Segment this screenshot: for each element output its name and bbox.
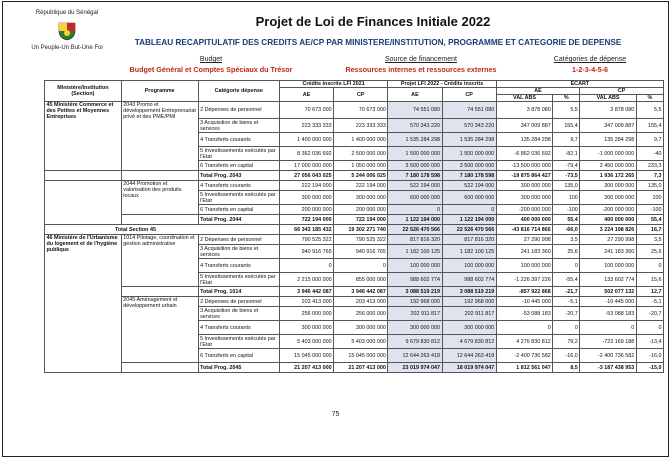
motto-label: Un Peuple-Un But-Une Foi bbox=[31, 45, 103, 51]
value-cell: 155,4 bbox=[636, 119, 663, 133]
value-cell: 0 bbox=[636, 321, 663, 335]
source-label: Source de financement bbox=[385, 56, 457, 63]
category-cell: Total Prog. 1014 bbox=[198, 287, 279, 297]
value-cell: 1 122 194 000 bbox=[442, 215, 496, 225]
value-cell: 522 194 000 bbox=[388, 181, 442, 191]
value-cell: -16,0 bbox=[636, 349, 663, 363]
value-cell: 4 679 830 812 bbox=[442, 335, 496, 349]
value-cell: 202 911 817 bbox=[388, 307, 442, 321]
value-cell: 16,7 bbox=[636, 225, 663, 235]
value-cell: 1 535 284 298 bbox=[442, 133, 496, 147]
value-cell: 0 bbox=[553, 259, 580, 273]
col-ecart: ECART bbox=[496, 81, 663, 88]
value-cell: -2 400 736 582 bbox=[496, 349, 552, 363]
value-cell: 9 679 830 812 bbox=[388, 335, 442, 349]
category-cell: Total Prog. 2043 bbox=[198, 171, 279, 181]
value-cell: 135 284 298 bbox=[580, 133, 636, 147]
value-cell: 1 122 194 000 bbox=[388, 215, 442, 225]
category-cell: 6 Transferts en capital bbox=[198, 161, 279, 171]
value-cell: 79,2 bbox=[553, 335, 580, 349]
source-value: Ressources internes et ressources externes bbox=[345, 65, 497, 74]
col-category: Catégorie dépense bbox=[198, 81, 279, 102]
page-number: 75 bbox=[331, 411, 340, 418]
category-cell: 6 Transferts en capital bbox=[198, 349, 279, 363]
value-cell: -3 187 438 953 bbox=[580, 363, 636, 373]
value-cell: 790 525 322 bbox=[279, 235, 333, 245]
program-cell bbox=[121, 215, 198, 225]
value-cell: 25,6 bbox=[553, 245, 580, 259]
value-cell: 202 911 817 bbox=[442, 307, 496, 321]
value-cell: 203 413 000 bbox=[334, 297, 388, 307]
value-cell: 100 000 000 bbox=[496, 259, 552, 273]
value-cell: 3 500 000 000 bbox=[442, 161, 496, 171]
col-pct-cp: % bbox=[636, 95, 663, 102]
value-cell: 27 290 998 bbox=[496, 235, 552, 245]
category-cell: 3 Acquisition de biens et services bbox=[198, 245, 279, 259]
value-cell: -53 088 183 bbox=[580, 307, 636, 321]
table-row bbox=[45, 102, 664, 119]
value-cell: 600 000 000 bbox=[388, 191, 442, 205]
value-cell: 12 644 263 418 bbox=[442, 349, 496, 363]
value-cell: 155,4 bbox=[553, 119, 580, 133]
value-cell: -100 bbox=[636, 205, 663, 215]
value-cell: 940 916 765 bbox=[334, 245, 388, 259]
value-cell: -10 445 000 bbox=[580, 297, 636, 307]
value-cell: -200 000 000 bbox=[496, 205, 552, 215]
value-cell: 3 224 198 826 bbox=[580, 225, 636, 235]
value-cell: 0 bbox=[388, 205, 442, 215]
value-cell: 1 050 000 000 bbox=[334, 161, 388, 171]
value-cell: 200 000 000 bbox=[279, 205, 333, 215]
category-cell: 5 Investissements exécutés par l'Etat bbox=[198, 147, 279, 161]
value-cell: 8 362 036 692 bbox=[279, 147, 333, 161]
program-total-row bbox=[45, 215, 664, 225]
category-cell: 2 Dépenses de personnel bbox=[198, 297, 279, 307]
value-cell: 347 009 887 bbox=[496, 119, 552, 133]
value-cell: -100 bbox=[553, 205, 580, 215]
col-valabs-cp: VAL ABS bbox=[580, 95, 636, 102]
program-total-row bbox=[45, 287, 664, 297]
col-ecart-cp: CP bbox=[580, 88, 664, 95]
value-cell: 1 500 000 000 bbox=[388, 147, 442, 161]
table-row bbox=[45, 181, 664, 191]
program-cell bbox=[121, 171, 198, 181]
category-cell: Total Prog. 2045 bbox=[198, 363, 279, 373]
value-cell: 25,6 bbox=[636, 245, 663, 259]
value-cell: 3 946 442 087 bbox=[279, 287, 333, 297]
col-cp-2021: CP bbox=[334, 88, 388, 102]
value-cell: 222 194 000 bbox=[279, 181, 333, 191]
value-cell: 2 215 000 000 bbox=[279, 273, 333, 287]
category-cell: 4 Transferts courants bbox=[198, 321, 279, 335]
program-total-row bbox=[45, 363, 664, 373]
category-cell: 2 Dépenses de personnel bbox=[198, 235, 279, 245]
value-cell: 223 333 333 bbox=[334, 119, 388, 133]
value-cell: 19 302 271 740 bbox=[334, 225, 388, 235]
budget-label: Budget bbox=[199, 56, 223, 63]
col-ecart-ae: AE bbox=[496, 88, 580, 95]
value-cell: 988 602 774 bbox=[388, 273, 442, 287]
value-cell: 502 077 132 bbox=[580, 287, 636, 297]
category-cell: 4 Transferts courants bbox=[198, 259, 279, 273]
value-cell: 15,6 bbox=[636, 273, 663, 287]
value-cell: 5,5 bbox=[553, 102, 580, 119]
ministry-cell: 45 Ministère Commerce et des Petites et Moyennes Entreprises bbox=[45, 102, 122, 171]
value-cell: 256 000 000 bbox=[334, 307, 388, 321]
value-cell: 300 000 000 bbox=[279, 191, 333, 205]
value-cell: 7,3 bbox=[636, 171, 663, 181]
col-ae-2022: AE bbox=[388, 88, 442, 102]
category-value: 1-2-3-4-5-6 bbox=[572, 65, 608, 74]
category-cell: 4 Transferts courants bbox=[198, 133, 279, 147]
value-cell: 133 602 774 bbox=[580, 273, 636, 287]
value-cell: -16,0 bbox=[553, 349, 580, 363]
value-cell: 256 000 000 bbox=[279, 307, 333, 321]
value-cell: -5,1 bbox=[553, 297, 580, 307]
category-cell: 5 Investissements exécutés par l'Etat bbox=[198, 191, 279, 205]
budget-value: Budget Général et Comptes Spéciaux du Trésor bbox=[129, 65, 293, 74]
value-cell: 55,4 bbox=[553, 215, 580, 225]
value-cell: 222 194 000 bbox=[334, 181, 388, 191]
value-cell: 300 000 000 bbox=[442, 321, 496, 335]
program-cell: 2044 Promotion et valorisation des produits locaux bbox=[121, 181, 198, 215]
value-cell: 203 413 000 bbox=[279, 297, 333, 307]
value-cell: 300 000 000 bbox=[334, 191, 388, 205]
value-cell: 135,0 bbox=[636, 181, 663, 191]
value-cell: 100 bbox=[636, 191, 663, 205]
value-cell: -73,5 bbox=[553, 171, 580, 181]
value-cell: 790 525 322 bbox=[334, 235, 388, 245]
value-cell: 0 bbox=[553, 321, 580, 335]
value-cell: 300 000 000 bbox=[388, 321, 442, 335]
value-cell: -43 816 714 866 bbox=[496, 225, 552, 235]
program-total-row bbox=[45, 171, 664, 181]
value-cell: 5 403 000 000 bbox=[279, 335, 333, 349]
value-cell: 940 916 765 bbox=[279, 245, 333, 259]
value-cell: 200 000 000 bbox=[334, 205, 388, 215]
value-cell: 3,5 bbox=[636, 235, 663, 245]
value-cell: 570 343 220 bbox=[442, 119, 496, 133]
value-cell: -21,7 bbox=[553, 287, 580, 297]
col-ae-2021: AE bbox=[279, 88, 333, 102]
col-cp-2022: CP bbox=[442, 88, 496, 102]
value-cell: 22 526 470 566 bbox=[442, 225, 496, 235]
value-cell: 23 019 974 047 bbox=[388, 363, 442, 373]
value-cell: 3 500 000 000 bbox=[388, 161, 442, 171]
value-cell: 400 000 000 bbox=[580, 215, 636, 225]
value-cell: 1 182 100 125 bbox=[388, 245, 442, 259]
category-cell: Total Prog. 2044 bbox=[198, 215, 279, 225]
value-cell: -857 922 868 bbox=[496, 287, 552, 297]
table-body bbox=[45, 102, 664, 373]
value-cell: 522 194 000 bbox=[442, 181, 496, 191]
value-cell: 241 183 360 bbox=[496, 245, 552, 259]
value-cell: 12,7 bbox=[636, 287, 663, 297]
value-cell: 3 088 519 219 bbox=[388, 287, 442, 297]
program-cell: 2043 Promo et développement Entreprenariat privé et des PME/PMI bbox=[121, 102, 198, 171]
ministry-cell bbox=[45, 181, 122, 225]
value-cell: 22 526 470 566 bbox=[388, 225, 442, 235]
value-cell: -20,7 bbox=[636, 307, 663, 321]
value-cell: 1 936 172 265 bbox=[580, 171, 636, 181]
value-cell: -1 226 397 226 bbox=[496, 273, 552, 287]
value-cell: 15 045 000 000 bbox=[279, 349, 333, 363]
value-cell: 5 244 006 025 bbox=[334, 171, 388, 181]
value-cell: 722 194 000 bbox=[334, 215, 388, 225]
category-cell: 4 Transferts courants bbox=[198, 181, 279, 191]
table-row bbox=[45, 235, 664, 245]
value-cell: 66 343 185 432 bbox=[279, 225, 333, 235]
program-cell: 1014 Pilotage, coordination et gestion administrative bbox=[121, 235, 198, 287]
value-cell: 241 183 360 bbox=[580, 245, 636, 259]
value-cell: 3 878 080 bbox=[580, 102, 636, 119]
value-cell: 27 290 998 bbox=[580, 235, 636, 245]
value-cell: -13 500 000 000 bbox=[496, 161, 552, 171]
ministry-cell bbox=[45, 171, 122, 181]
value-cell: 74 551 080 bbox=[388, 102, 442, 119]
value-cell: -20,7 bbox=[553, 307, 580, 321]
coat-of-arms-icon bbox=[56, 19, 78, 41]
ministry-cell: 46 Ministère de l'Urbanisme du logement et de l'hygiène publique bbox=[45, 235, 122, 373]
value-cell: 55,4 bbox=[636, 215, 663, 225]
value-cell: -1 000 000 000 bbox=[580, 147, 636, 161]
category-cell: 5 Investissements exécutés par l'Etat bbox=[198, 335, 279, 349]
value-cell: 100 000 000 bbox=[580, 259, 636, 273]
value-cell: 300 000 000 bbox=[580, 191, 636, 205]
category-label: Catégories de dépense bbox=[553, 56, 627, 63]
value-cell: 21 207 413 000 bbox=[334, 363, 388, 373]
value-cell: 1 812 561 047 bbox=[496, 363, 552, 373]
table-row bbox=[45, 297, 664, 307]
value-cell: 7 180 178 598 bbox=[388, 171, 442, 181]
value-cell: 855 000 000 bbox=[334, 273, 388, 287]
value-cell: -2 400 736 582 bbox=[580, 349, 636, 363]
value-cell: 817 816 320 bbox=[388, 235, 442, 245]
value-cell: 1 182 100 125 bbox=[442, 245, 496, 259]
value-cell: -13,4 bbox=[636, 335, 663, 349]
value-cell: 3,5 bbox=[553, 235, 580, 245]
value-cell: 0 bbox=[334, 259, 388, 273]
value-cell: 9,7 bbox=[636, 133, 663, 147]
value-cell: 2 450 000 000 bbox=[580, 161, 636, 171]
value-cell: 300 000 000 bbox=[334, 321, 388, 335]
col-plfi2022: Projet LFI 2022 - Crédits inscrits bbox=[388, 81, 496, 88]
value-cell: 70 673 000 bbox=[279, 102, 333, 119]
value-cell: 3 088 519 219 bbox=[442, 287, 496, 297]
value-cell: 100 bbox=[553, 191, 580, 205]
value-cell: 347 009 887 bbox=[580, 119, 636, 133]
value-cell: 7 180 178 598 bbox=[442, 171, 496, 181]
value-cell: -5,1 bbox=[636, 297, 663, 307]
value-cell: 2 500 000 000 bbox=[334, 147, 388, 161]
value-cell: -53 088 183 bbox=[496, 307, 552, 321]
value-cell: 722 194 000 bbox=[279, 215, 333, 225]
table-subtitle: TABLEAU RECAPITULATIF DES CREDITS AE/CP PAR MINISTERE/INSTITUTION, PROGRAMME ET CATEGORIE DE DEPENSE bbox=[134, 38, 622, 47]
value-cell: 5,5 bbox=[636, 102, 663, 119]
value-cell: 300 000 000 bbox=[580, 181, 636, 191]
col-lfi2021: Crédits inscrits LFI 2021 bbox=[279, 81, 387, 88]
value-cell: 100 000 000 bbox=[388, 259, 442, 273]
value-cell: 70 673 000 bbox=[334, 102, 388, 119]
col-valabs-ae: VAL ABS bbox=[496, 95, 552, 102]
value-cell: 135 284 298 bbox=[496, 133, 552, 147]
value-cell: -723 169 188 bbox=[580, 335, 636, 349]
value-cell: -82,1 bbox=[553, 147, 580, 161]
value-cell: -10 445 000 bbox=[496, 297, 552, 307]
value-cell: -6 862 036 692 bbox=[496, 147, 552, 161]
value-cell: 21 207 413 000 bbox=[279, 363, 333, 373]
value-cell: -19 875 864 427 bbox=[496, 171, 552, 181]
value-cell: 74 551 080 bbox=[442, 102, 496, 119]
value-cell: 17 000 000 000 bbox=[279, 161, 333, 171]
value-cell: 600 000 000 bbox=[442, 191, 496, 205]
value-cell: 0 bbox=[636, 259, 663, 273]
value-cell: 0 bbox=[279, 259, 333, 273]
value-cell: 3 878 080 bbox=[496, 102, 552, 119]
value-cell: 817 816 320 bbox=[442, 235, 496, 245]
value-cell: 988 602 774 bbox=[442, 273, 496, 287]
republic-label: République du Sénégal bbox=[35, 10, 99, 16]
program-cell: 2045 Aménagement et développement urbain bbox=[121, 297, 198, 363]
col-program: Programme bbox=[121, 81, 198, 102]
category-cell: 6 Transferts en capital bbox=[198, 205, 279, 215]
value-cell: 0 bbox=[496, 321, 552, 335]
col-pct-ae: % bbox=[553, 95, 580, 102]
value-cell: 135,0 bbox=[553, 181, 580, 191]
value-cell: 192 968 000 bbox=[388, 297, 442, 307]
value-cell: 1 500 000 000 bbox=[442, 147, 496, 161]
category-cell: 5 Investissements exécutés par l'Etat bbox=[198, 273, 279, 287]
value-cell: 27 056 043 025 bbox=[279, 171, 333, 181]
value-cell: 4 276 830 812 bbox=[496, 335, 552, 349]
value-cell: 15 045 000 000 bbox=[334, 349, 388, 363]
value-cell: -79,4 bbox=[553, 161, 580, 171]
value-cell: 12 644 263 418 bbox=[388, 349, 442, 363]
value-cell: 8,5 bbox=[553, 363, 580, 373]
value-cell: -40 bbox=[636, 147, 663, 161]
category-cell: 3 Acquisition de biens et services bbox=[198, 307, 279, 321]
value-cell: 3 946 442 087 bbox=[334, 287, 388, 297]
value-cell: 100 000 000 bbox=[442, 259, 496, 273]
category-cell: 2 Dépenses de personnel bbox=[198, 102, 279, 119]
page-title: Projet de Loi de Finances Initiale 2022 bbox=[255, 14, 491, 29]
credits-table bbox=[44, 80, 664, 373]
value-cell: 1 535 284 298 bbox=[388, 133, 442, 147]
value-cell: 300 000 000 bbox=[279, 321, 333, 335]
section-total-label: Total Section 45 bbox=[45, 225, 280, 235]
value-cell: 570 343 220 bbox=[388, 119, 442, 133]
program-cell bbox=[121, 363, 198, 373]
section-total-row bbox=[45, 225, 664, 235]
program-cell bbox=[121, 287, 198, 297]
value-cell: 9,7 bbox=[553, 133, 580, 147]
category-cell: 3 Acquisition de biens et services bbox=[198, 119, 279, 133]
value-cell: 300 000 000 bbox=[496, 181, 552, 191]
value-cell: 0 bbox=[442, 205, 496, 215]
value-cell: 223 333 333 bbox=[279, 119, 333, 133]
value-cell: 192 968 000 bbox=[442, 297, 496, 307]
value-cell: 300 000 000 bbox=[496, 191, 552, 205]
value-cell: 0 bbox=[580, 321, 636, 335]
value-cell: 400 000 000 bbox=[496, 215, 552, 225]
value-cell: 5 403 000 000 bbox=[334, 335, 388, 349]
value-cell: -200 000 000 bbox=[580, 205, 636, 215]
value-cell: 1 400 000 000 bbox=[279, 133, 333, 147]
value-cell: -66,0 bbox=[553, 225, 580, 235]
value-cell: 233,3 bbox=[636, 161, 663, 171]
value-cell: 1 400 000 000 bbox=[334, 133, 388, 147]
col-ministry: Ministère/Institution (Section) bbox=[45, 81, 122, 102]
value-cell: -15,0 bbox=[636, 363, 663, 373]
value-cell: 18 019 974 047 bbox=[442, 363, 496, 373]
value-cell: -55,4 bbox=[553, 273, 580, 287]
